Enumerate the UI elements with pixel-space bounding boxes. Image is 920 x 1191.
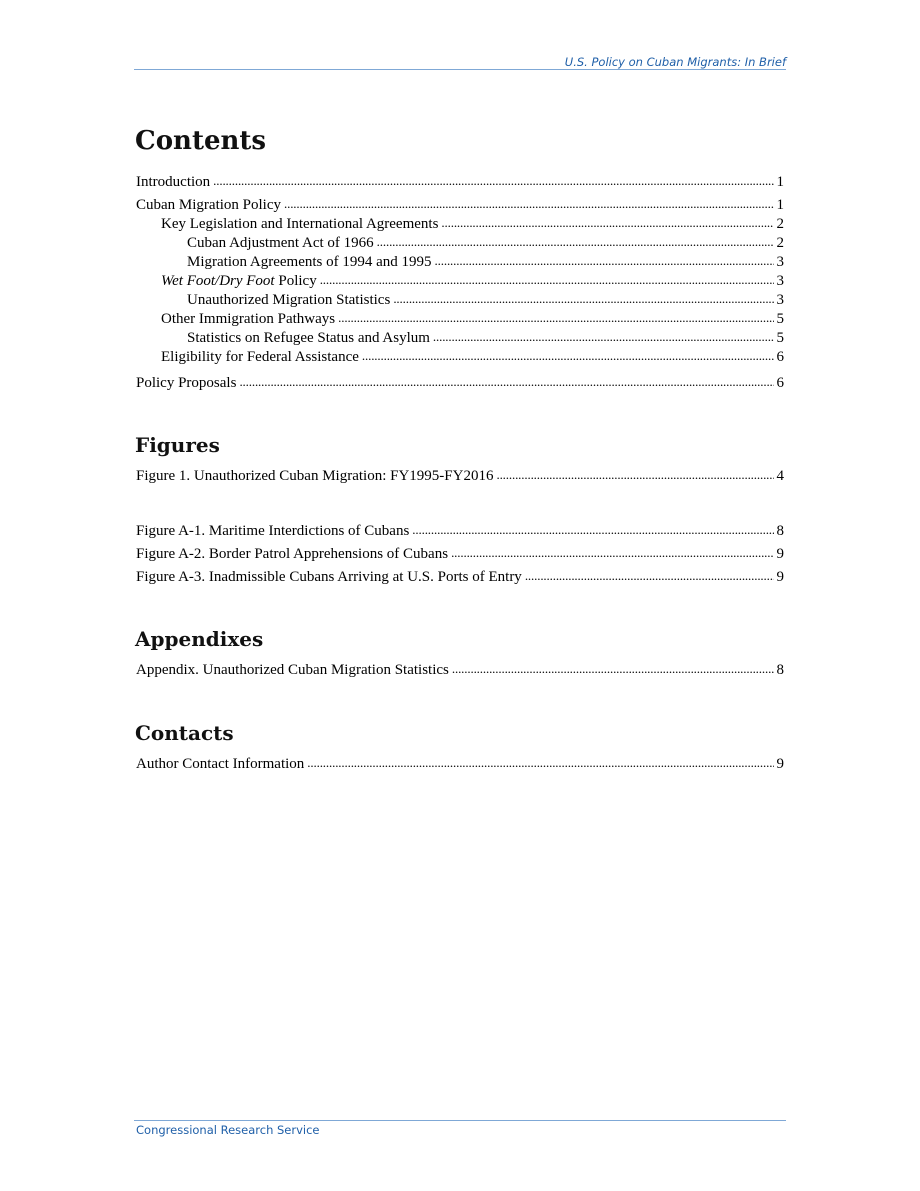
toc-entry-title: Author Contact Information (136, 756, 305, 772)
toc-page-number: 1 (776, 197, 784, 213)
dot-leader (452, 661, 774, 678)
dot-leader (284, 196, 774, 213)
dot-leader (239, 374, 773, 391)
toc-entry-other-immigration-pathways[interactable] (136, 311, 784, 330)
toc-entry-title (161, 273, 317, 290)
toc-entry-wet-foot-dry-foot[interactable] (136, 273, 784, 292)
toc-page-number: 9 (776, 756, 784, 772)
toc-entry-title: Introduction (136, 174, 211, 190)
header-divider (134, 69, 786, 70)
contents-list-cont (136, 197, 784, 368)
toc-entry-title: Policy Proposals (136, 375, 237, 391)
toc-page-number: 9 (776, 569, 784, 585)
toc-entry-title: Figure A-3. Inadmissible Cubans Arriving at U.S. Ports of Entry (136, 569, 522, 585)
toc-entry-title: Appendix. Unauthorized Cuban Migration Statistics (136, 662, 449, 678)
toc-entry-title-rest: Policy (274, 273, 317, 289)
dot-leader (377, 234, 774, 251)
toc-entry-title: Other Immigration Pathways (161, 311, 336, 327)
dot-leader (213, 173, 773, 190)
toc-page-number: 4 (776, 468, 784, 484)
toc-entry-introduction[interactable] (136, 174, 784, 193)
toc-page-number: 2 (776, 235, 784, 251)
toc-entry-unauthorized-migration-statistics[interactable] (136, 292, 784, 311)
toc-entry-title: Figure A-2. Border Patrol Apprehensions of Cubans (136, 546, 449, 562)
contacts-list (136, 756, 784, 775)
footer-divider (134, 1120, 786, 1121)
toc-entry-author-contact[interactable] (136, 756, 784, 775)
toc-page-number: 6 (776, 349, 784, 365)
toc-entry-figure-a1[interactable] (136, 523, 784, 546)
contents-heading: Contents (135, 126, 267, 156)
toc-page-number: 3 (776, 254, 784, 270)
running-header: U.S. Policy on Cuban Migrants: In Brief (564, 55, 786, 69)
toc-entry-figure-a2[interactable] (136, 546, 784, 569)
dot-leader (412, 522, 773, 539)
toc-entry-title: Cuban Migration Policy (136, 197, 281, 213)
toc-entry-title: Figure 1. Unauthorized Cuban Migration: FY1995-FY2016 (136, 468, 494, 484)
toc-entry-key-legislation[interactable] (136, 216, 784, 235)
toc-page-number: 1 (776, 174, 784, 190)
toc-page-number: 8 (776, 662, 784, 678)
toc-entry-appendix[interactable] (136, 662, 784, 681)
dot-leader (433, 329, 774, 346)
dot-leader (525, 568, 774, 585)
appendixes-list (136, 662, 784, 681)
toc-page-number: 9 (776, 546, 784, 562)
contents-list-end (136, 375, 784, 394)
dot-leader (435, 253, 774, 270)
appendixes-heading: Appendixes (135, 627, 264, 651)
toc-entry-title: Eligibility for Federal Assistance (161, 349, 359, 365)
contacts-heading: Contacts (135, 721, 234, 745)
running-footer: Congressional Research Service (136, 1123, 320, 1137)
toc-entry-figure-1[interactable] (136, 468, 784, 487)
dot-leader (307, 755, 773, 772)
contents-list (136, 174, 784, 193)
toc-entry-title: Figure A-1. Maritime Interdictions of Cubans (136, 523, 410, 539)
toc-page-number: 5 (776, 330, 784, 346)
dot-leader (338, 310, 773, 327)
toc-page-number: 6 (776, 375, 784, 391)
toc-entry-federal-assistance[interactable] (136, 349, 784, 368)
figures-list-appendix (136, 523, 784, 592)
toc-entry-refugee-statistics[interactable] (136, 330, 784, 349)
dot-leader (362, 348, 774, 365)
toc-page-number: 3 (776, 273, 784, 289)
dot-leader (496, 467, 773, 484)
toc-entry-cuban-migration-policy[interactable] (136, 197, 784, 216)
toc-entry-title: Unauthorized Migration Statistics (187, 292, 391, 308)
toc-entry-cuban-adjustment-act[interactable] (136, 235, 784, 254)
figures-heading: Figures (135, 433, 220, 457)
toc-entry-title-italic: Wet Foot/Dry Foot (161, 273, 275, 289)
toc-entry-figure-a3[interactable] (136, 569, 784, 592)
toc-page-number: 3 (776, 292, 784, 308)
toc-entry-migration-agreements[interactable] (136, 254, 784, 273)
dot-leader (451, 545, 773, 562)
figures-list (136, 468, 784, 487)
toc-entry-title: Key Legislation and International Agreements (161, 216, 439, 232)
toc-page-number: 5 (776, 311, 784, 327)
toc-entry-title: Cuban Adjustment Act of 1966 (187, 235, 374, 251)
toc-entry-policy-proposals[interactable] (136, 375, 784, 394)
toc-page-number: 8 (776, 523, 784, 539)
dot-leader (441, 215, 773, 232)
toc-entry-title: Migration Agreements of 1994 and 1995 (187, 254, 432, 270)
dot-leader (320, 272, 774, 289)
toc-page-number: 2 (776, 216, 784, 232)
toc-entry-title: Statistics on Refugee Status and Asylum (187, 330, 430, 346)
dot-leader (393, 291, 773, 308)
